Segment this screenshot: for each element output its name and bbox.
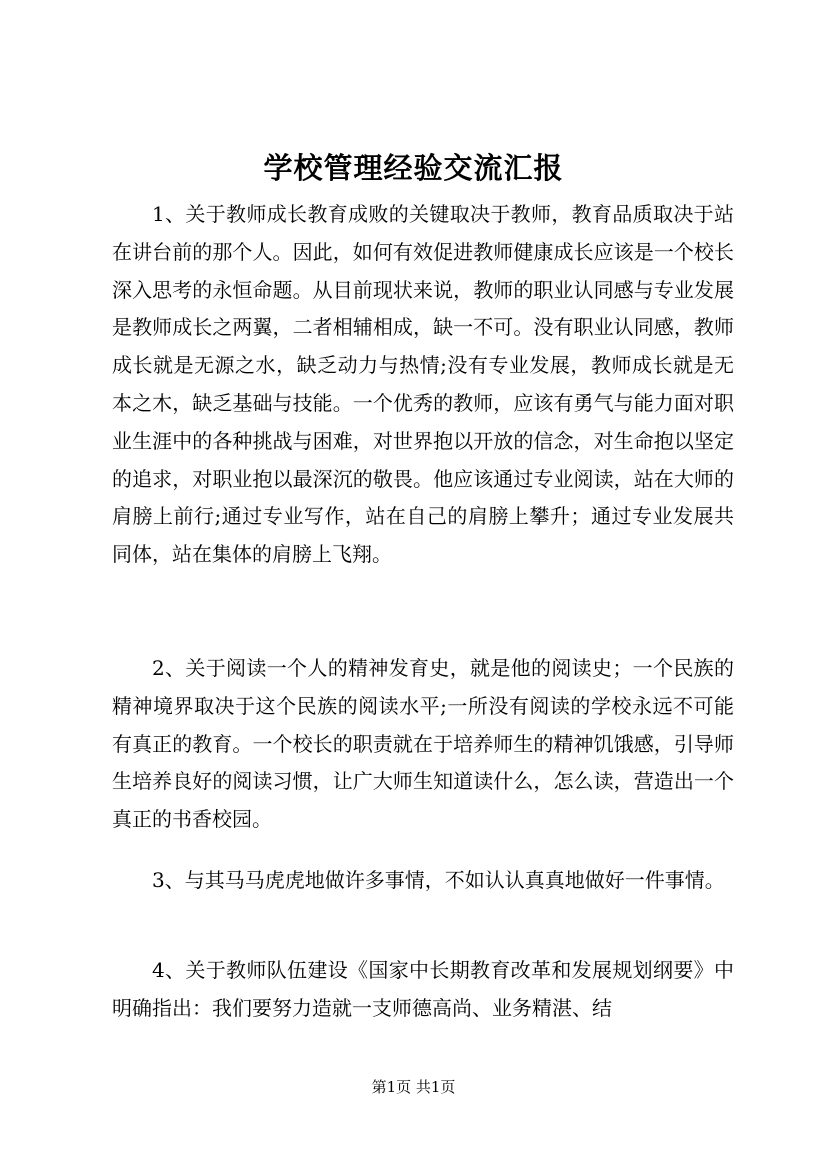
paragraph-3: 3、与其马马虎虎地做许多事情，不如认认真真地做好一件事情。 xyxy=(152,868,725,892)
paragraph-1: 1、关于教师成长教育成败的关键取决于教师，教育品质取决于站在讲台前的那个人。因此，如何有效促进教师健康成长应该是一个校长深入思考的永恒命题。从目前现状来说，教师的职业认同感与专业发展是教师成长之两翼，二者相辅相成，缺一不可。没有职业认同感，教师成长就是无源之水，缺乏动力与热情;没有专业发展，教师成长就是无本之木，缺乏基础与技能。一个优秀的教师，应该有勇气与能力面对职业生涯中的各种挑战与困难，对世界抱以开放的信念，对生命抱以坚定的追求，对职业抱以最深沉的敬畏。他应该通过专业阅读，站在大师的肩膀上前行;通过专业写作，站在自己的肩膀上攀升；通过专业发展共同体，站在集体的肩膀上飞翔。 xyxy=(112,202,734,567)
page-footer: 第1页 共1页 xyxy=(371,1078,456,1096)
paragraph-2: 2、关于阅读一个人的精神发育史，就是他的阅读史；一个民族的精神境界取决于这个民族的阅读水平;一所没有阅读的学校永远不可能有真正的教育。一个校长的职责就在于培养师生的精神饥饿感，引导师生培养良好的阅读习惯，让广大师生知道读什么，怎么读，营造出一个真正的书香校园。 xyxy=(112,656,734,832)
paragraph-4: 4、关于教师队伍建设《国家中长期教育改革和发展规划纲要》中明确指出：我们要努力造就一支师德高尚、业务精湛、结 xyxy=(112,958,734,1020)
document-title: 学校管理经验交流汇报 xyxy=(263,151,564,185)
